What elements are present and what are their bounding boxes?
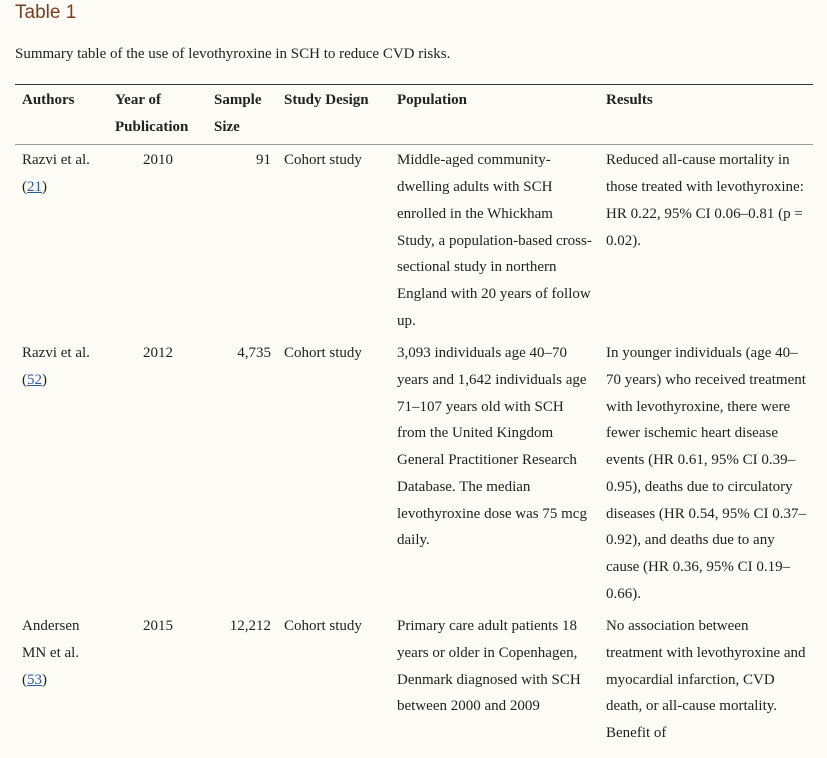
cell-study-design: Cohort study bbox=[284, 618, 362, 635]
cell-sample-size: 4,735 bbox=[237, 345, 271, 362]
reference-link[interactable]: 53 bbox=[27, 671, 42, 688]
table-row bbox=[15, 338, 813, 611]
reference-link[interactable]: 21 bbox=[27, 179, 42, 196]
cell-authors: Razvi et al. (21) bbox=[22, 152, 90, 196]
author-name: Razvi et al. bbox=[22, 152, 90, 169]
cell-sample-size: 91 bbox=[256, 152, 271, 169]
cell-population: Primary care adult patients 18 years or older in Copenhagen, Denmark diagnosed with SCH between 2000 and 2009 bbox=[397, 618, 581, 715]
cell-study-design: Cohort study bbox=[284, 345, 362, 362]
author-name: Andersen MN et al. bbox=[22, 618, 80, 662]
cell-sample-size: 12,212 bbox=[229, 618, 271, 635]
reference-link[interactable]: 52 bbox=[27, 372, 42, 389]
table-title: Table 1 bbox=[15, 2, 77, 23]
cell-population: Middle-aged community-dwelling adults with SCH enrolled in the Whickham Study, a population-based cross-sectional study in northern England with 20 years of follow up. bbox=[397, 152, 592, 329]
cell-authors: Razvi et al. (52) bbox=[22, 345, 90, 389]
cell-authors: Andersen MN et al. (53) bbox=[22, 618, 80, 688]
header-authors: Authors bbox=[15, 85, 108, 145]
cell-study-design: Cohort study bbox=[284, 152, 362, 169]
header-results: Results bbox=[599, 85, 813, 145]
cell-year: 2012 bbox=[143, 345, 173, 362]
table-caption: Summary table of the use of levothyroxine in SCH to reduce CVD risks. bbox=[15, 46, 451, 62]
table-header-row bbox=[15, 85, 813, 145]
cell-results: Reduced all-cause mortality in those treated with levothyroxine: HR 0.22, 95% CI 0.06–0.81 (p = 0.02). bbox=[606, 152, 804, 249]
cell-results: In younger individuals (age 40–70 years) who received treatment with levothyroxine, there were fewer ischemic heart disease events (HR 0.61, 95% CI 0.39–0.95), deaths due to circulatory diseases (HR 0.54, 95% CI 0.37–0.92), and deaths due to any cause (HR 0.36, 95% CI 0.19–0.66). bbox=[606, 345, 806, 602]
cell-year: 2015 bbox=[143, 618, 173, 635]
table-row bbox=[15, 145, 813, 338]
header-study-design: Study Design bbox=[277, 85, 390, 145]
author-name: Razvi et al. bbox=[22, 345, 90, 362]
summary-table bbox=[15, 84, 813, 751]
header-sample-size: Sample Size bbox=[207, 85, 277, 145]
table-row bbox=[15, 611, 813, 751]
header-year: Year of Publication bbox=[108, 85, 207, 145]
cell-year: 2010 bbox=[143, 152, 173, 169]
header-population: Population bbox=[390, 85, 599, 145]
cell-results: No association between treatment with levothyroxine and myocardial infarction, CVD death, or all-cause mortality. Benefit of bbox=[606, 618, 806, 742]
cell-population: 3,093 individuals age 40–70 years and 1,642 individuals age 71–107 years old with SCH from the United Kingdom General Practitioner Research Database. The median levothyroxine dose was 75 mcg daily. bbox=[397, 345, 587, 549]
